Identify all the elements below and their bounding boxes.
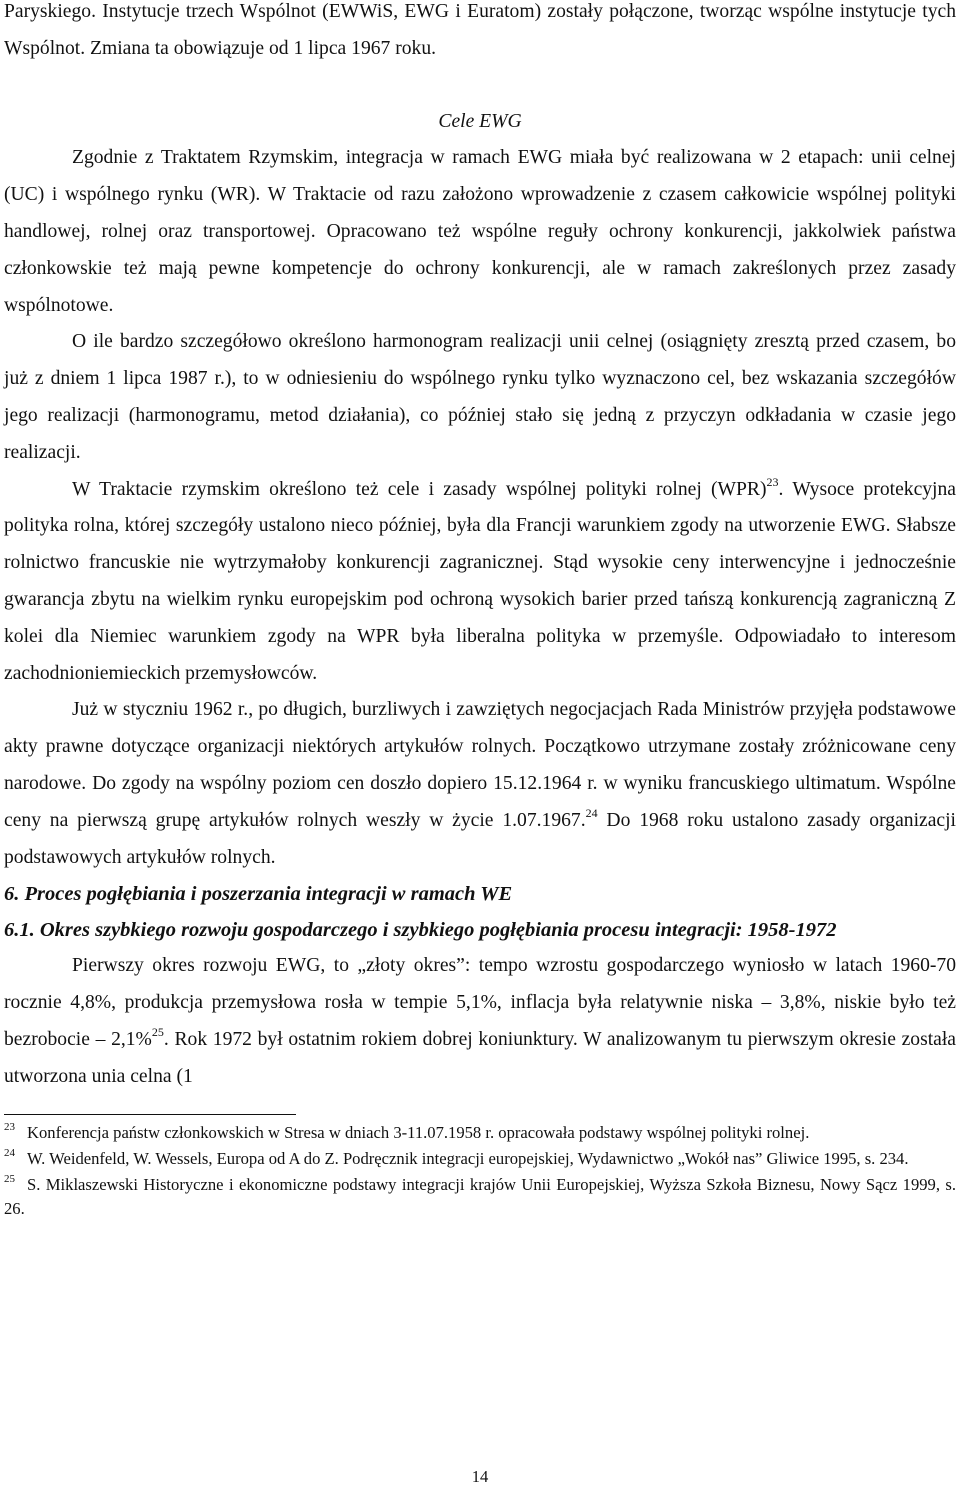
- paragraph-first-period: [4, 948, 956, 1095]
- paragraph-1962: [4, 692, 956, 876]
- footnote-text: Konferencja państw członkowskich w Stresa w dniach 3-11.07.1958 r. opracowała podstawy wspólnej polityki rolnej.: [27, 1122, 810, 1142]
- paragraph-wpr-text-1: W Traktacie rzymskim określono też cele i zasady wspólnej polityki rolnej (WPR): [72, 478, 767, 500]
- footnote-separator: [4, 1114, 296, 1115]
- section-heading-6: 6. Proces pogłębiania i poszerzania integracji w ramach WE: [4, 883, 513, 906]
- footnote-number: 25: [4, 1172, 15, 1185]
- section-heading-6-1: 6.1. Okres szybkiego rozwoju gospodarczego i szybkiego pogłębiania procesu integracji: 1958-1972: [4, 919, 837, 942]
- subtitle-cele-ewg: Cele EWG: [438, 110, 522, 132]
- paragraph-first-period-text-2: . Rok 1972 był ostatnim rokiem dobrej koniunktury. W analizowanym tu pierwszym okresie została utworzona unia celna (1: [4, 1028, 956, 1087]
- footnote-ref-25[interactable]: 25: [151, 1024, 164, 1039]
- paragraph-1962-text-1: Już w styczniu 1962 r., po długich, burzliwych i zawziętych negocjacjach Rada Ministrów przyjęła podstawowe akty prawne dotyczące organizacji niektórych artykułów rolnych. Początkowo utrzymane zostały zróżnicowane ceny narodowe. Do zgody na wspólny poziom cen doszło dopiero 15.12.1964 r. w wyniku francuskiego ultimatum. Wspólne ceny na pierwszą grupę artykułów rolnych weszły w życie 1.07.1967.: [4, 699, 956, 831]
- footnote-text: W. Weidenfeld, W. Wessels, Europa od A do Z. Podręcznik integracji europejskiej, Wydawnictwo „Wokół nas” Gliwice 1995, s. 234.: [27, 1148, 909, 1168]
- footnotes: [4, 1121, 956, 1221]
- footnote-ref-23[interactable]: 23: [766, 474, 779, 489]
- footnote-text: S. Miklaszewski Historyczne i ekonomiczne podstawy integracji krajów Unii Europejskiej, Wyższa Szkoła Biznesu, Nowy Sącz 1999, s. 26.: [4, 1174, 956, 1218]
- paragraph-wpr: [4, 472, 956, 693]
- footnote-24: [4, 1147, 956, 1171]
- paragraph-harmonogram: O ile bardzo szczegółowo określono harmonogram realizacji unii celnej (osiągnięty zresztą przed czasem, bo już z dniem 1 lipca 1987 r.), to w odniesieniu do wspólnego rynku tylko wyznaczono cel, bez wskazania szczegółów jego realizacji (harmonogramu, metod działania), co później stało się jedną z przyczyn odkładania w czasie jego realizacji.: [4, 331, 956, 463]
- paragraph-cele: Zgodnie z Traktatem Rzymskim, integracja w ramach EWG miała być realizowana w 2 etapach: unii celnej (UC) i wspólnego rynku (WR). W Traktacie od razu założono wprowadzenie z czasem całkowicie wspólnej polityki handlowej, rolnej oraz transportowej. Opracowano też wspólne reguły ochrony konkurencji, jakkolwiek państwa członkowskie też mają pewne kompetencje do ochrony konkurencji, ale w ramach zakreślonych przez zasady wspólnotowe.: [4, 147, 956, 316]
- footnote-ref-24[interactable]: 24: [585, 805, 598, 820]
- paragraph-wpr-text-2: . Wysoce protekcyjna polityka rolna, której szczegóły ustalono nieco później, była dla Francji warunkiem zgody na utworzenie EWG. Słabsze rolnictwo francuskie nie wytrzymałoby konkurencji zagranicznej. Stąd wysokie ceny interwencyjne i jednocześnie gwarancja zbytu na wielkim rynku europejskim pod ochroną wysokich barier przed tańszą konkurencją zagraniczną Z kolei dla Niemiec warunkiem zgody na WPR była liberalna polityka w przemyśle. Odpowiadało to interesom zachodnioniemieckich przemysłowców.: [4, 478, 956, 684]
- paragraph-first-period-text-1: Pierwszy okres rozwoju EWG, to „złoty okres”: tempo wzrostu gospodarczego wyniosło w latach 1960-70 rocznie 4,8%, produkcja przemysłowa rosła w tempie 5,1%, inflacja była relatywnie niska – 3,8%, niskie było też bezrobocie – 2,1%: [4, 955, 956, 1050]
- footnote-23: [4, 1121, 956, 1145]
- footnote-25: [4, 1173, 956, 1221]
- paragraph-1962-text-2: Do 1968 roku ustalono zasady organizacji podstawowych artykułów rolnych.: [4, 809, 956, 868]
- footnote-number: 24: [4, 1146, 15, 1159]
- paragraph-institutions: Paryskiego. Instytucje trzech Wspólnot (EWWiS, EWG i Euratom) zostały połączone, tworząc wspólne instytucje tych Wspólnot. Zmiana ta obowiązuje od 1 lipca 1967 roku.: [4, 1, 956, 59]
- footnote-number: 23: [4, 1120, 15, 1133]
- page-number: 14: [471, 1467, 489, 1486]
